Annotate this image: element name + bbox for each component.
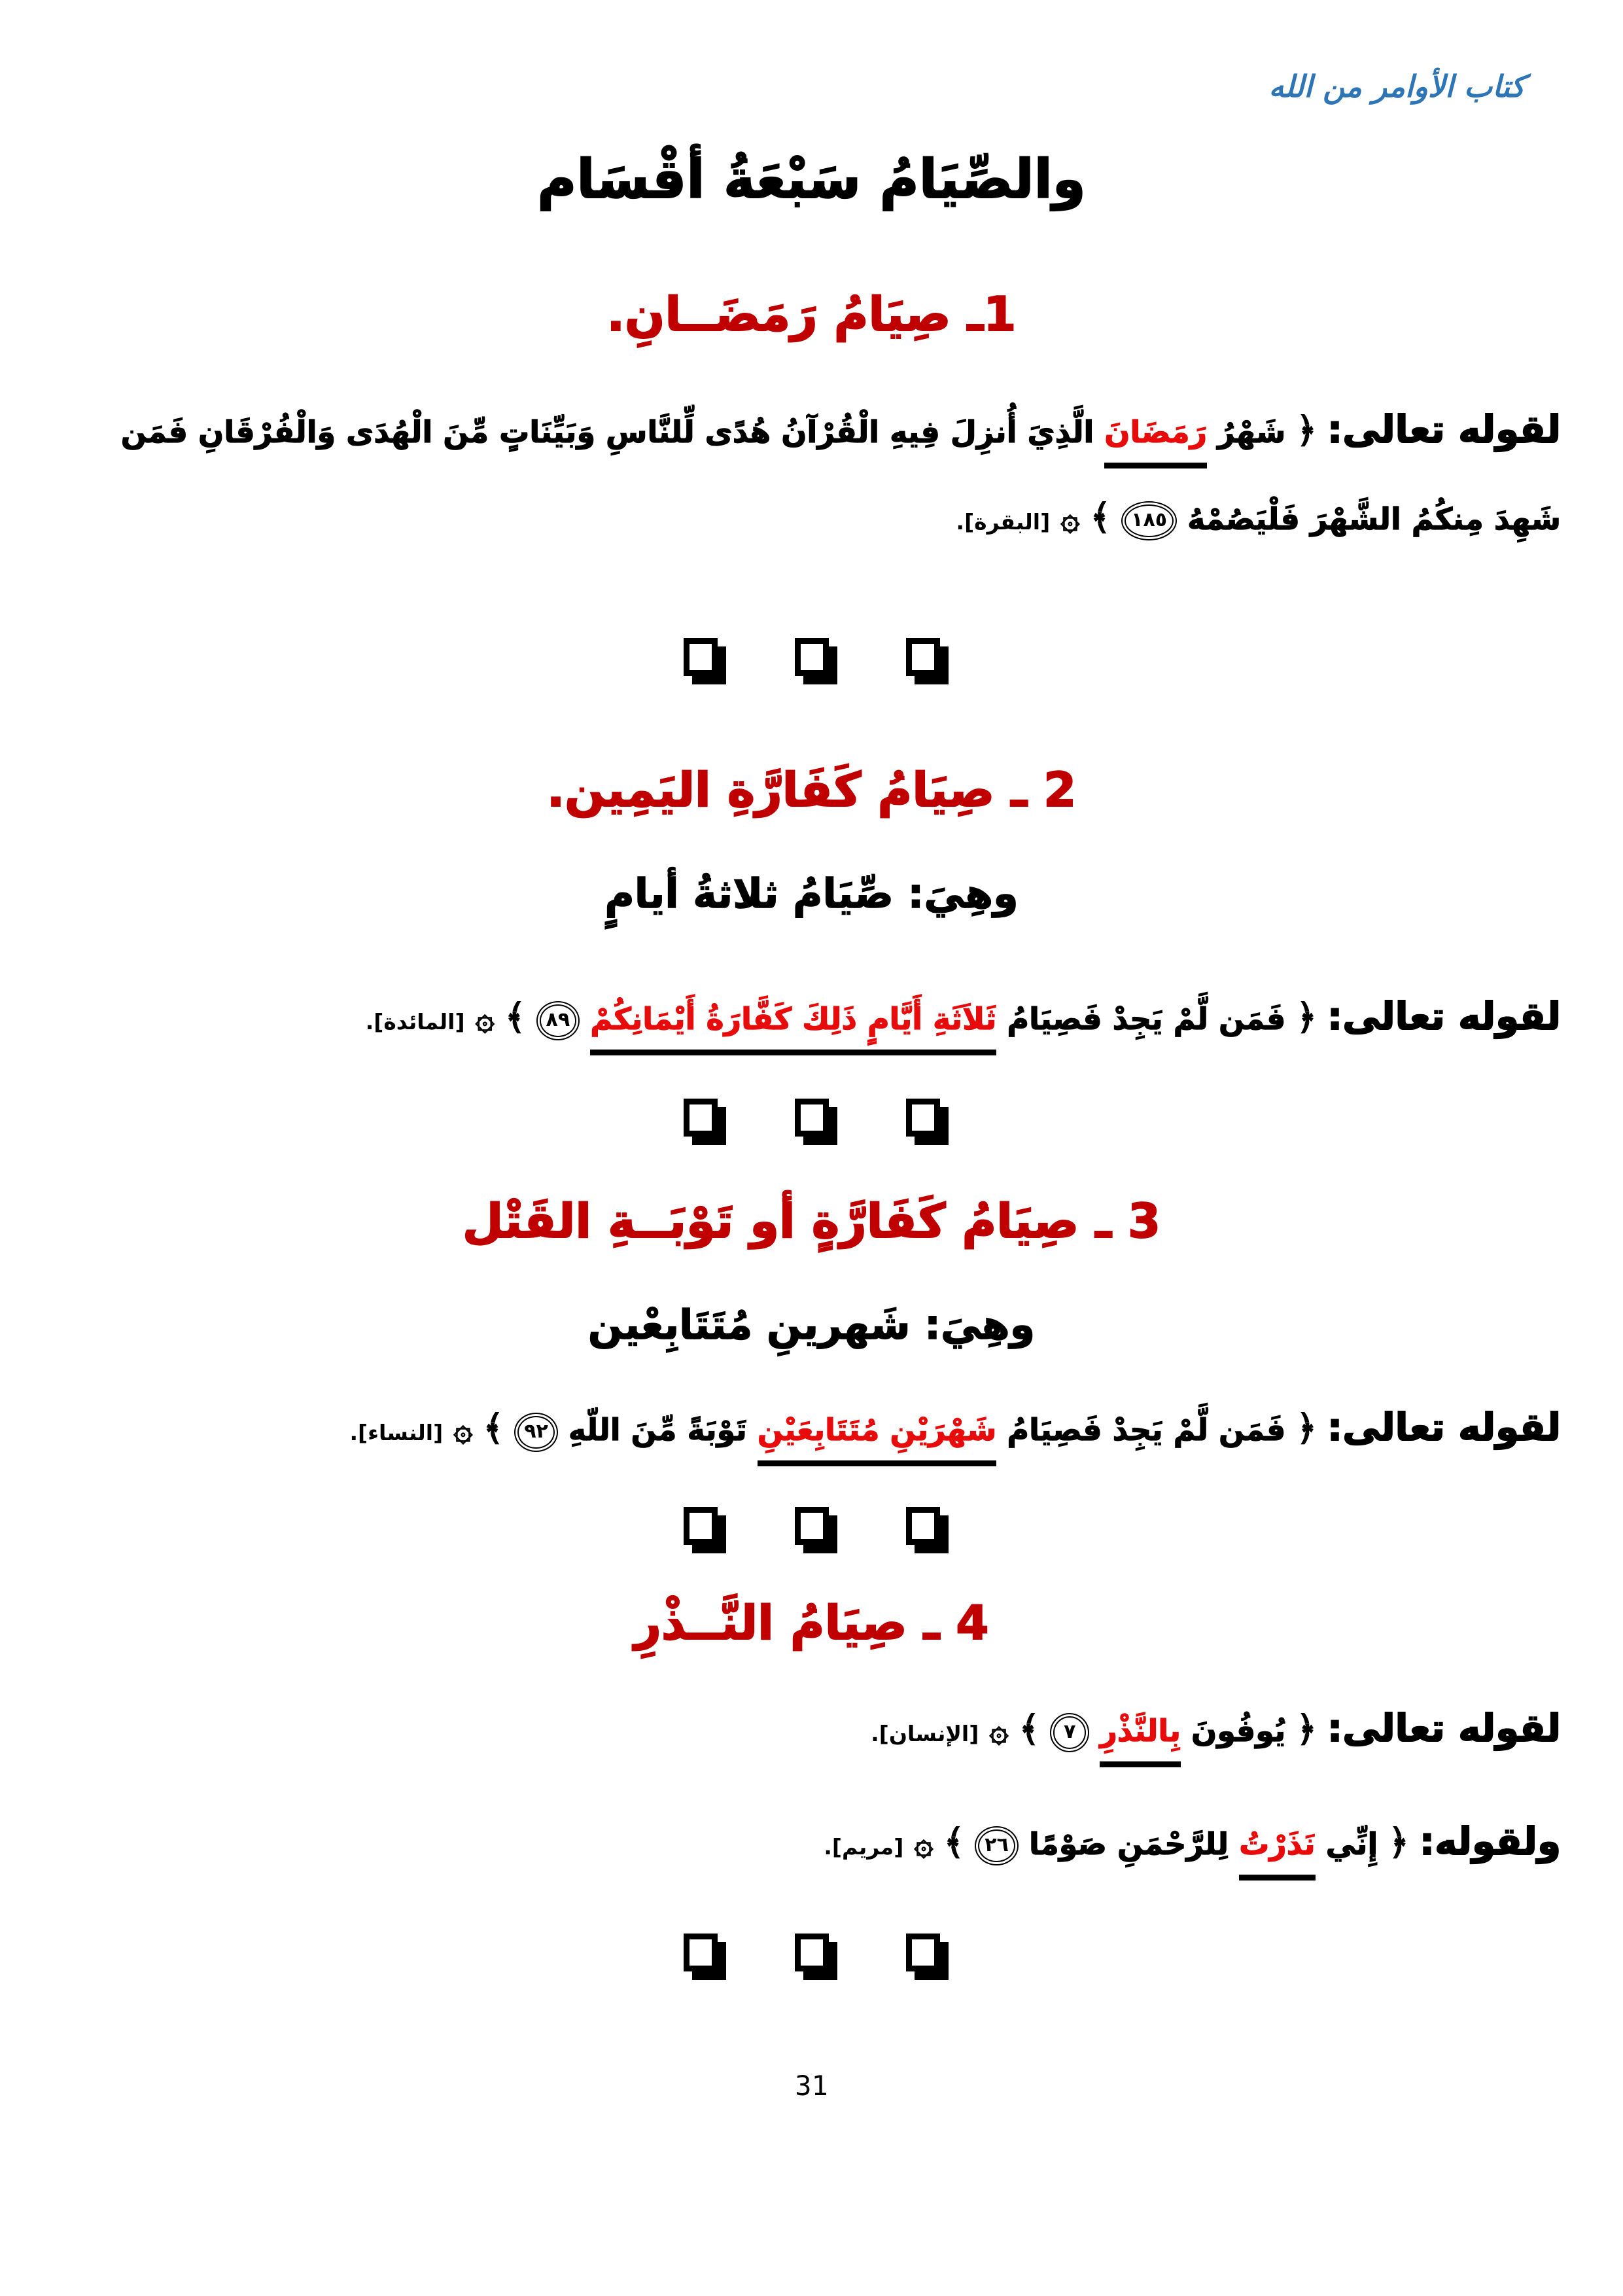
section-oath-expiation-fasting [62, 754, 1561, 1137]
verse-quote-maidah-89 [62, 976, 1561, 1063]
checkbox[interactable] [795, 1507, 829, 1545]
checkbox[interactable] [795, 1934, 829, 1971]
checkbox-row [62, 638, 1561, 676]
rub-el-hizb-icon: ۞ [989, 1710, 1009, 1749]
section-1-heading: 1ـ صِيَامُ رَمَضَــانِ. [606, 286, 1017, 342]
rub-el-hizb-icon: ۞ [1060, 499, 1080, 537]
section-3-intro: وهِيَ: شَهرينِ مُتَتَابِعْين [587, 1300, 1036, 1349]
checkbox[interactable] [795, 1099, 829, 1137]
quran-highlight: شَهْرَيْنِ مُتَتَابِعَيْنِ [758, 1412, 997, 1466]
quran-highlight: ثَلاَثَةِ أَيَّامٍ ذَلِكَ كَفَّارَةُ أَيْمَانِكُمْ [590, 1001, 996, 1055]
verse-lead: لقوله تعالى: [1327, 406, 1561, 451]
verse-quote-maryam-26 [62, 1801, 1561, 1888]
verse-number-badge: ٩٢ [514, 1413, 558, 1452]
checkbox[interactable] [906, 1507, 940, 1545]
section-ramadan-fasting [62, 279, 1561, 677]
quran-open-bracket-icon: ﴿ [1388, 1821, 1409, 1863]
rub-el-hizb-icon: ۞ [914, 1824, 934, 1862]
quran-text: فَمَن لَّمْ يَجِدْ فَصِيَامُ [1007, 1412, 1286, 1448]
quran-close-bracket-icon: ﴾ [504, 996, 526, 1038]
verse-number-badge: ٢٦ [975, 1826, 1019, 1865]
quran-open-bracket-icon: ﴿ [1296, 1407, 1317, 1449]
verse-lead: لقوله تعالى: [1327, 993, 1561, 1038]
quran-text: تَوْبَةً مِّنَ اللّهِ [568, 1412, 747, 1448]
section-2-heading: 2 ـ صِيَامُ كَفَارَّةِ اليَمِين. [546, 762, 1077, 818]
quran-highlight: رَمَضَانَ [1104, 414, 1207, 468]
verse-reference: [الإنسان]. [871, 1720, 979, 1746]
section-killing-expiation-fasting [62, 1186, 1561, 1545]
checkbox[interactable] [795, 638, 829, 676]
quran-text: شَهْرُ [1217, 414, 1286, 450]
quran-text: فَمَن لَّمْ يَجِدْ فَصِيَامُ [1007, 1000, 1286, 1036]
verse-number-badge: ٧ [1050, 1713, 1089, 1752]
section-3-heading: 3 ـ صِيَامُ كَفَارَّةٍ أو تَوْبَــةِ القَتْل [462, 1193, 1161, 1248]
checkbox[interactable] [684, 638, 718, 676]
checkbox-row [62, 1507, 1561, 1545]
quran-close-bracket-icon: ﴾ [1019, 1708, 1040, 1750]
checkbox[interactable] [684, 1507, 718, 1545]
quran-open-bracket-icon: ﴿ [1296, 409, 1317, 451]
quran-open-bracket-icon: ﴿ [1296, 1708, 1317, 1750]
rub-el-hizb-icon: ۞ [453, 1410, 473, 1449]
verse-quote-insan-7 [62, 1687, 1561, 1775]
section-2-intro: وهِيَ: صِّيَامُ ثلاثةُ أيامٍ [604, 870, 1019, 918]
page-number: 31 [795, 2070, 828, 2102]
verse-reference: [مريم]. [824, 1833, 904, 1860]
verse-reference: [البقرة]. [956, 508, 1051, 535]
checkbox[interactable] [906, 1934, 940, 1971]
checkbox[interactable] [684, 1099, 718, 1137]
checkbox[interactable] [906, 638, 940, 676]
page-title: والصِّيَامُ سَبْعَةُ أقْسَام [537, 149, 1086, 211]
checkbox[interactable] [684, 1934, 718, 1971]
book-title-calligraphy: كتاب الأوامر من الله [1268, 69, 1525, 104]
rub-el-hizb-icon: ۞ [475, 998, 495, 1037]
verse-number-badge: ١٨٥ [1121, 501, 1177, 540]
quran-highlight: نَذَرْتُ [1239, 1826, 1316, 1881]
section-vow-fasting [62, 1587, 1561, 1972]
quran-close-bracket-icon: ﴾ [1090, 496, 1111, 538]
quran-text: يُوفُونَ [1191, 1712, 1286, 1748]
quran-text: لِلرَّحْمَنِ صَوْمًا [1028, 1826, 1229, 1862]
verse-quote-nisa-92 [62, 1386, 1561, 1474]
verse-lead: لقوله تعالى: [1327, 1705, 1561, 1750]
checkbox-row [62, 1934, 1561, 1971]
verse-reference: [النساء]. [349, 1420, 444, 1446]
checkbox-row [62, 1099, 1561, 1137]
quran-text: إِنِّي [1325, 1826, 1378, 1862]
verse-quote-baqarah-185 [62, 389, 1561, 563]
quran-close-bracket-icon: ﴾ [483, 1407, 504, 1449]
quran-highlight: بِالنَّذْرِ [1100, 1713, 1181, 1767]
verse-number-badge: ٨٩ [536, 1001, 580, 1040]
quran-open-bracket-icon: ﴿ [1296, 996, 1317, 1038]
checkbox[interactable] [906, 1099, 940, 1137]
quran-text: الَّذِيَ أُنزِلَ فِيهِ الْقُرْآنُ هُدًى لِّلنَّاسِ وَبَيِّنَاتٍ مِّنَ الْهُدَى وَالْفُرْقَانِ فَمَن شَهِدَ مِنكُمُ الشَّهْرَ فَلْيَصُمْهُ [120, 414, 1561, 537]
verse-reference: [المائدة]. [365, 1008, 465, 1034]
verse-lead: ولقوله: [1419, 1818, 1561, 1863]
verse-lead: لقوله تعالى: [1327, 1405, 1561, 1450]
section-4-heading: 4 ـ صِيَامُ النَّــذْرِ [634, 1595, 989, 1650]
quran-close-bracket-icon: ﴾ [943, 1821, 965, 1863]
